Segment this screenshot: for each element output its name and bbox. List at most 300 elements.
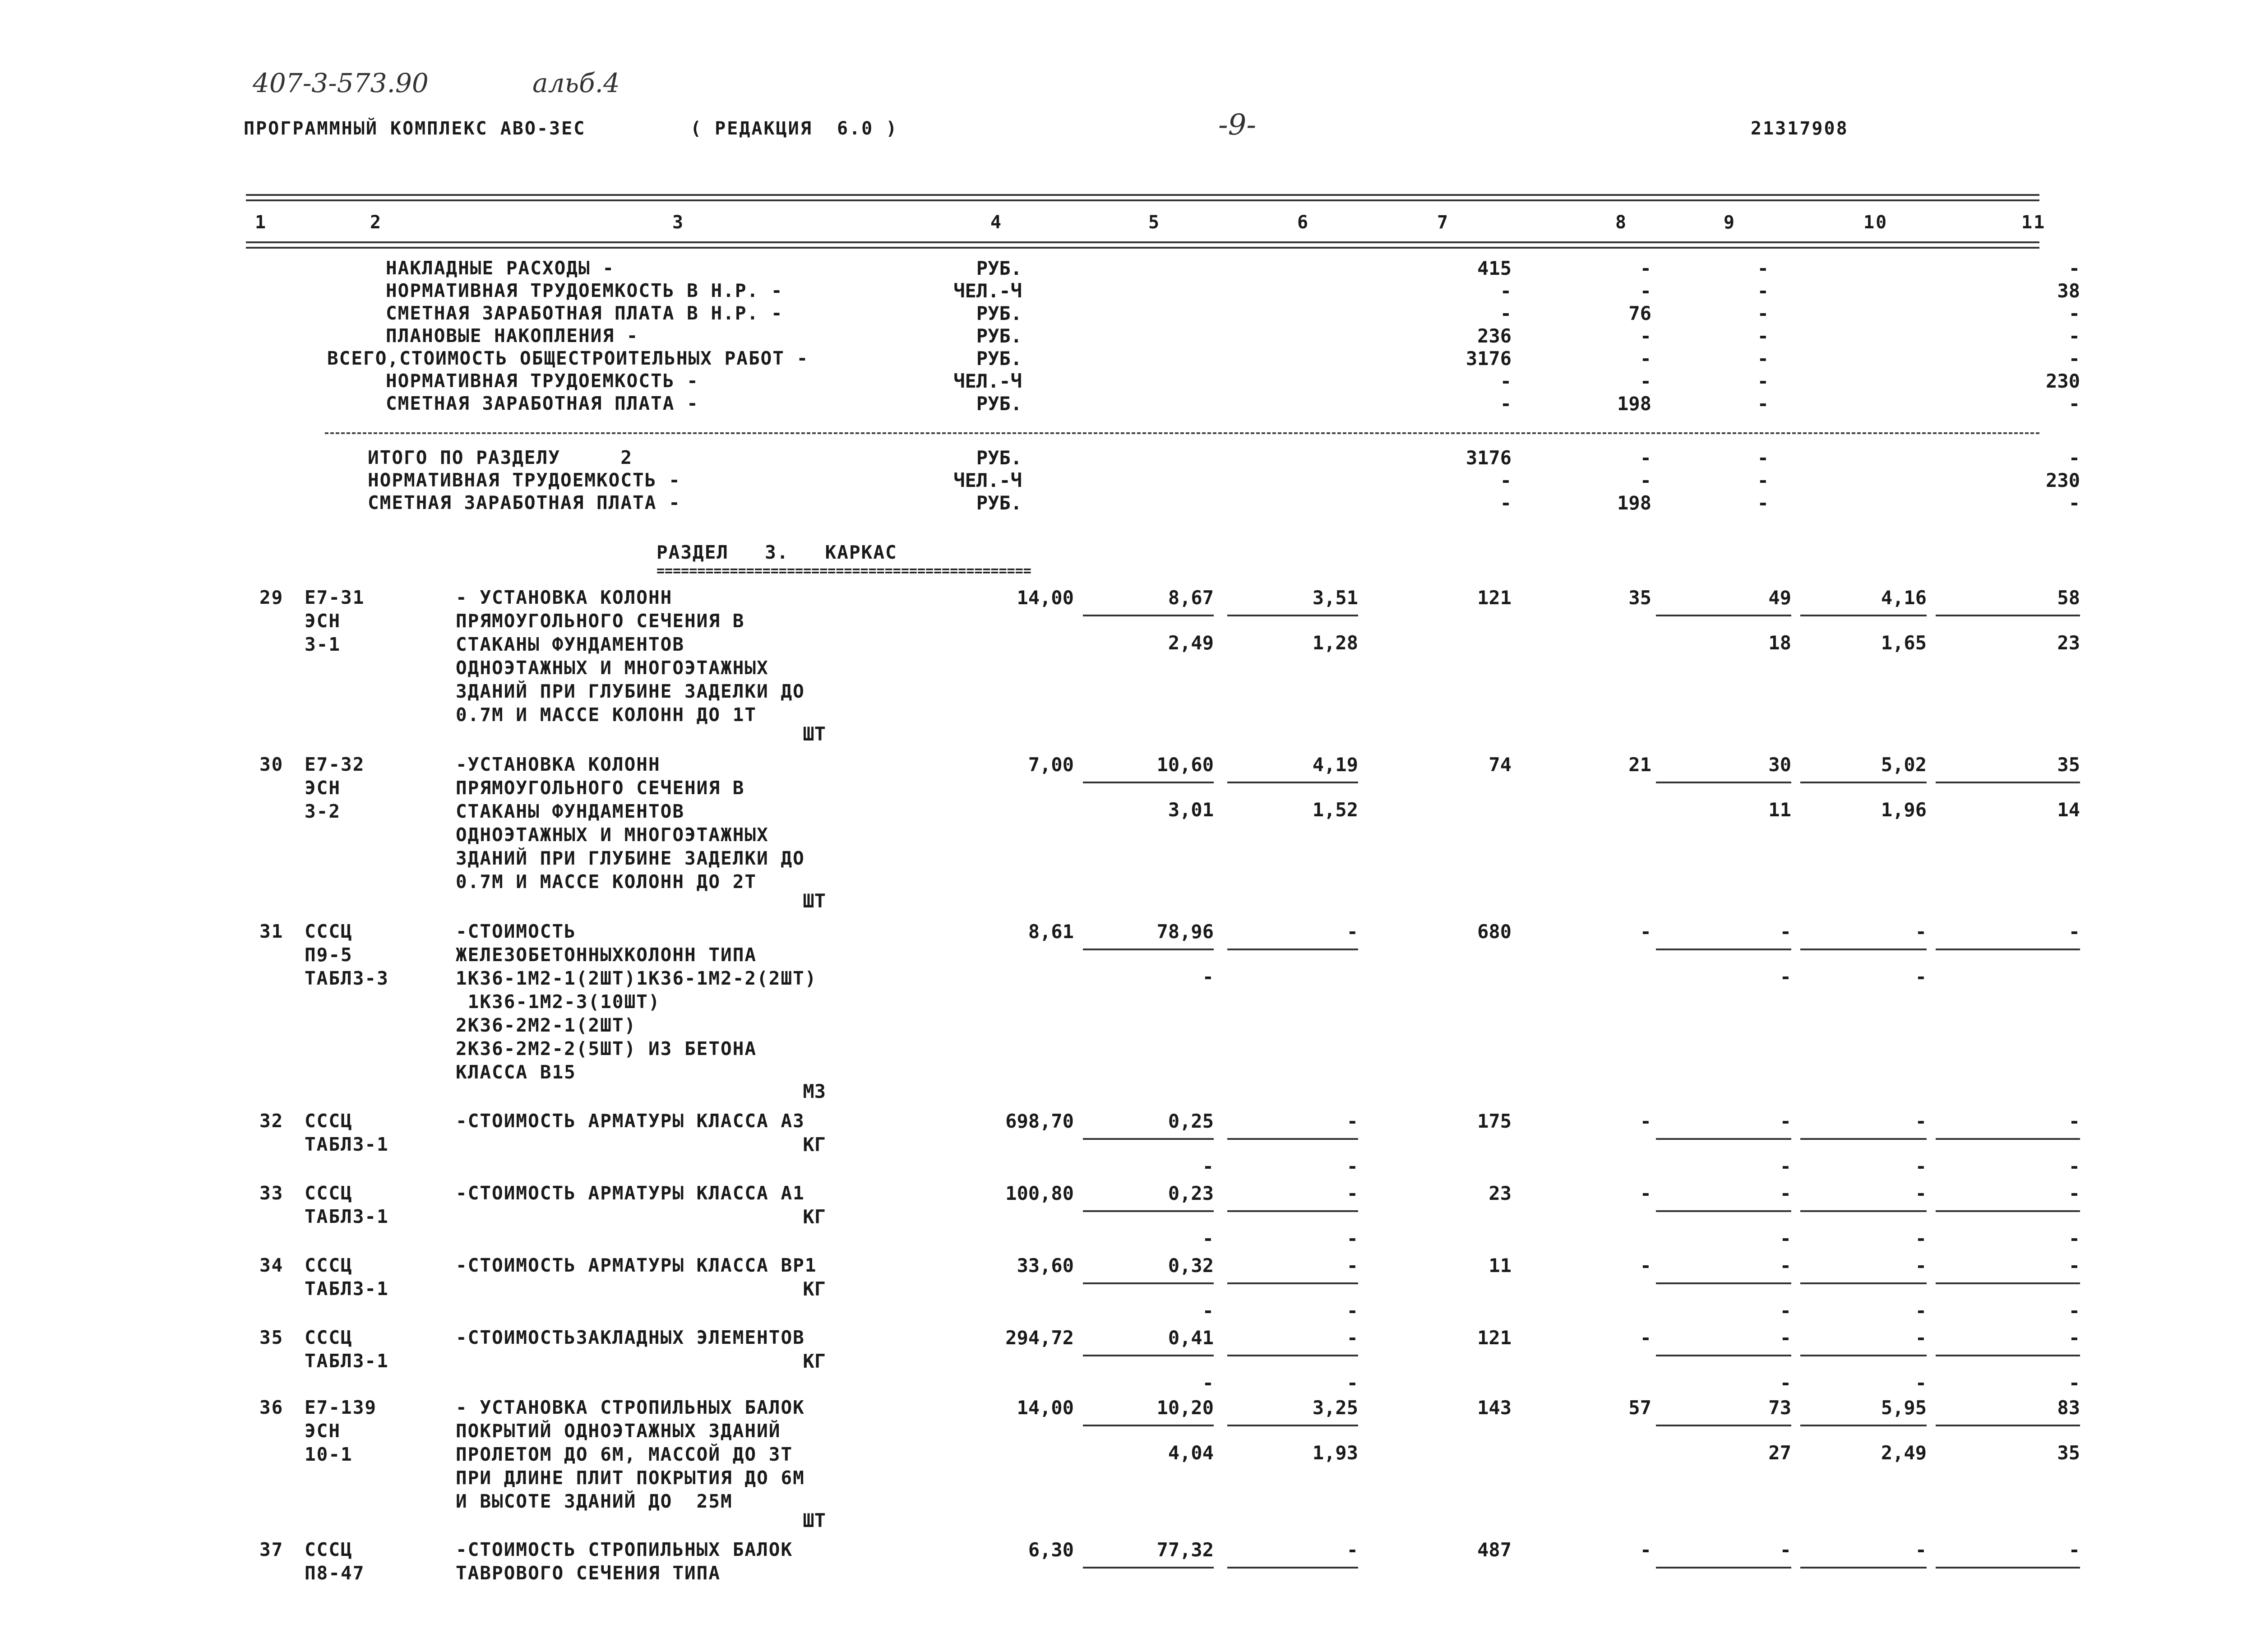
item-c10-lower: -: [1915, 966, 1927, 988]
cell-divider: [1083, 782, 1214, 783]
summary1-c7: 3176: [1465, 347, 1512, 370]
item-quantity: 14,00: [1017, 587, 1074, 609]
item-c9-lower: 27: [1768, 1442, 1791, 1464]
cell-divider: [1936, 1210, 2080, 1212]
cell-divider: [1800, 1282, 1927, 1284]
summary1-c9: -: [1757, 280, 1769, 302]
item-quantity: 698,70: [1005, 1110, 1074, 1132]
cell-divider: [1800, 1138, 1927, 1140]
item-c7: 680: [1477, 921, 1512, 943]
item-description-line: 0.7М И МАССЕ КОЛОНН ДО 2Т: [456, 871, 757, 893]
item-c10-lower: 1,65: [1881, 632, 1927, 654]
column-header-11: 11: [2021, 212, 2046, 233]
summary1-label: НОРМАТИВНАЯ ТРУДОЕМКОСТЬ -: [386, 370, 699, 392]
cell-divider: [1656, 1282, 1791, 1284]
header-bottom-rule: [246, 241, 2039, 249]
item-c11: 83: [2057, 1397, 2080, 1419]
cell-divider: [1083, 1355, 1214, 1356]
item-c9: 30: [1768, 754, 1791, 776]
item-c7: 74: [1489, 754, 1512, 776]
summary1-c8: -: [1640, 257, 1651, 279]
summary2-label: НОРМАТИВНАЯ ТРУДОЕМКОСТЬ -: [368, 469, 681, 491]
summary1-c11: -: [2068, 325, 2080, 347]
cell-divider: [1227, 1210, 1358, 1212]
item-unit: ШТ: [803, 723, 826, 745]
item-c9-lower: -: [1780, 1227, 1791, 1249]
item-description-line: -СТОИМОСТЬЗАКЛАДНЫХ ЭЛЕМЕНТОВ: [456, 1327, 805, 1348]
summary1-c9: -: [1757, 302, 1769, 324]
item-description-line: ЖЕЛЕЗОБЕТОННЫХКОЛОНН ТИПА: [456, 944, 757, 966]
item-description-line: ОДНОЭТАЖНЫХ И МНОГОЭТАЖНЫХ: [456, 657, 769, 679]
item-c5-lower: -: [1202, 966, 1214, 988]
item-quantity: 33,60: [1017, 1254, 1074, 1277]
handwritten-page-number: -9-: [1218, 108, 1256, 142]
item-code-line: СССЦ: [305, 1254, 353, 1276]
item-c9: -: [1780, 1539, 1791, 1561]
summary2-c7: 3176: [1465, 447, 1512, 469]
cell-divider: [1656, 1425, 1791, 1426]
summary1-c9: -: [1757, 347, 1769, 370]
column-header-1: 1: [255, 212, 268, 233]
summary1-c11: -: [2068, 302, 2080, 324]
handwritten-album: альб.4: [532, 68, 620, 98]
item-description-line: -СТОИМОСТЬ: [456, 921, 576, 942]
section-title: РАЗДЕЛ 3. КАРКАС: [656, 541, 897, 563]
item-c7: 23: [1489, 1182, 1512, 1204]
column-header-4: 4: [990, 212, 1003, 233]
item-description-line: ТАВРОВОГО СЕЧЕНИЯ ТИПА: [456, 1562, 721, 1584]
item-quantity: 7,00: [1028, 754, 1074, 776]
item-code-line: СССЦ: [305, 1539, 353, 1560]
item-description-line: -СТОИМОСТЬ АРМАТУРЫ КЛАССА ВР1: [456, 1254, 817, 1276]
item-c11-lower: -: [2068, 1227, 2080, 1249]
item-c6: -: [1346, 1327, 1358, 1349]
item-quantity: 14,00: [1017, 1397, 1074, 1419]
item-code-line: Е7-139: [305, 1397, 377, 1418]
item-c10: 5,02: [1881, 754, 1927, 776]
cell-divider: [1800, 615, 1927, 616]
item-c10: 4,16: [1881, 587, 1927, 609]
item-description-line: 2К36-2М2-2(5ШТ) ИЗ БЕТОНА: [456, 1038, 757, 1060]
item-number: 31: [259, 921, 284, 942]
summary1-unit: РУБ.: [976, 347, 1022, 370]
item-c6: -: [1346, 1110, 1358, 1132]
item-unit: М3: [803, 1080, 826, 1102]
item-c10-lower: 2,49: [1881, 1442, 1927, 1464]
summary2-label: ИТОГО ПО РАЗДЕЛУ 2: [368, 447, 633, 468]
item-code-line: П8-47: [305, 1562, 365, 1584]
item-c8: -: [1640, 1182, 1651, 1204]
item-c6: 4,19: [1312, 754, 1358, 776]
item-c6-lower: -: [1346, 1300, 1358, 1322]
column-header-8: 8: [1615, 212, 1628, 233]
summary2-unit: РУБ.: [976, 492, 1022, 514]
cell-divider: [1656, 1567, 1791, 1569]
summary1-label: НОРМАТИВНАЯ ТРУДОЕМКОСТЬ В Н.Р. -: [386, 280, 783, 301]
cell-divider: [1227, 1425, 1358, 1426]
item-c8: -: [1640, 1254, 1651, 1277]
handwritten-code: 407-3-573.90: [253, 68, 429, 98]
item-code-line: ТАБЛ3-1: [305, 1206, 389, 1227]
item-number: 30: [259, 754, 284, 775]
item-c5-lower: -: [1202, 1227, 1214, 1249]
item-description-line: ПРЯМОУГОЛЬНОГО СЕЧЕНИЯ В: [456, 777, 745, 799]
cell-divider: [1083, 1567, 1214, 1569]
item-code-line: ТАБЛ3-1: [305, 1278, 389, 1300]
cell-divider: [1656, 615, 1791, 616]
item-code-line: П9-5: [305, 944, 353, 966]
item-c10: 5,95: [1881, 1397, 1927, 1419]
summary-separator-rule: [325, 432, 2039, 434]
summary1-label: ВСЕГО,СТОИМОСТЬ ОБЩЕСТРОИТЕЛЬНЫХ РАБОТ -: [327, 347, 809, 369]
item-c5-lower: 3,01: [1168, 799, 1214, 821]
cell-divider: [1227, 782, 1358, 783]
item-c11: -: [2068, 1327, 2080, 1349]
item-c10: -: [1915, 1539, 1927, 1561]
summary1-c9: -: [1757, 370, 1769, 392]
summary1-label: СМЕТНАЯ ЗАРАБОТНАЯ ПЛАТА -: [386, 393, 699, 414]
item-c11-lower: 35: [2057, 1442, 2080, 1464]
item-code-line: ЭСН: [305, 610, 341, 632]
cell-divider: [1083, 1138, 1214, 1140]
item-description-line: ЗДАНИЙ ПРИ ГЛУБИНЕ ЗАДЕЛКИ ДО: [456, 847, 805, 869]
summary1-unit: РУБ.: [976, 325, 1022, 347]
item-code-line: 10-1: [305, 1444, 353, 1465]
cell-divider: [1800, 949, 1927, 950]
item-code-line: СССЦ: [305, 1110, 353, 1132]
summary2-c9: -: [1757, 492, 1769, 514]
summary1-c8: 76: [1628, 302, 1651, 324]
item-c9: -: [1780, 1110, 1791, 1132]
item-c9-lower: -: [1780, 1155, 1791, 1177]
item-description-line: ПРЯМОУГОЛЬНОГО СЕЧЕНИЯ В: [456, 610, 745, 632]
cell-divider: [1227, 615, 1358, 616]
item-c8: -: [1640, 1327, 1651, 1349]
summary1-c8: -: [1640, 325, 1651, 347]
summary2-c11: -: [2068, 492, 2080, 514]
summary1-unit: РУБ.: [976, 393, 1022, 415]
item-description-line: -СТОИМОСТЬ АРМАТУРЫ КЛАССА А1: [456, 1182, 805, 1204]
item-c8: 35: [1628, 587, 1651, 609]
item-c11: -: [2068, 921, 2080, 943]
summary1-c7: -: [1500, 370, 1512, 392]
cell-divider: [1227, 1138, 1358, 1140]
summary1-unit: РУБ.: [976, 257, 1022, 279]
item-c10-lower: -: [1915, 1227, 1927, 1249]
summary1-c8: 198: [1617, 393, 1651, 415]
item-unit: ШТ: [803, 890, 826, 912]
cell-divider: [1083, 949, 1214, 950]
item-description-line: 1К36-1М2-3(10ШТ): [456, 991, 661, 1013]
item-description-line: -СТОИМОСТЬ СТРОПИЛЬНЫХ БАЛОК: [456, 1539, 793, 1560]
item-c6-lower: 1,28: [1312, 632, 1358, 654]
program-title: ПРОГРАММНЫЙ КОМПЛЕКС АВО-ЗЕС: [244, 118, 586, 139]
item-quantity: 6,30: [1028, 1539, 1074, 1561]
item-c6-lower: 1,52: [1312, 799, 1358, 821]
cell-divider: [1800, 1425, 1927, 1426]
item-c5-lower: -: [1202, 1372, 1214, 1394]
cell-divider: [1083, 1425, 1214, 1426]
summary2-c8: -: [1640, 447, 1651, 469]
summary1-c11: -: [2068, 393, 2080, 415]
item-c9: -: [1780, 921, 1791, 943]
cell-divider: [1936, 1567, 2080, 1569]
item-c7: 143: [1477, 1397, 1512, 1419]
cell-divider: [1227, 1282, 1358, 1284]
cell-divider: [1656, 782, 1791, 783]
item-description-line: - УСТАНОВКА КОЛОНН: [456, 587, 673, 608]
cell-divider: [1656, 1355, 1791, 1356]
item-c10-lower: -: [1915, 1372, 1927, 1394]
summary2-c7: -: [1500, 492, 1512, 514]
item-quantity: 8,61: [1028, 921, 1074, 943]
item-c6: -: [1346, 921, 1358, 943]
document-number: 21317908: [1751, 118, 1849, 139]
item-c8: 21: [1628, 754, 1651, 776]
item-c6-lower: -: [1346, 1155, 1358, 1177]
item-c6: -: [1346, 1539, 1358, 1561]
item-c6: -: [1346, 1254, 1358, 1277]
item-c5-lower: -: [1202, 1155, 1214, 1177]
item-c11: 35: [2057, 754, 2080, 776]
item-description-line: 2К36-2М2-1(2ШТ): [456, 1014, 637, 1036]
item-c11: -: [2068, 1110, 2080, 1132]
item-c9: -: [1780, 1254, 1791, 1277]
cell-divider: [1936, 1282, 2080, 1284]
item-description-line: - УСТАНОВКА СТРОПИЛЬНЫХ БАЛОК: [456, 1397, 805, 1418]
item-code-line: СССЦ: [305, 1327, 353, 1348]
cell-divider: [1083, 1210, 1214, 1212]
item-c9: -: [1780, 1182, 1791, 1204]
item-c9-lower: -: [1780, 1372, 1791, 1394]
item-c11-lower: 23: [2057, 632, 2080, 654]
cell-divider: [1800, 1567, 1927, 1569]
item-c9-lower: 18: [1768, 632, 1791, 654]
summary2-c8: -: [1640, 469, 1651, 491]
item-description-line: -УСТАНОВКА КОЛОНН: [456, 754, 661, 775]
summary2-unit: РУБ.: [976, 447, 1022, 469]
cell-divider: [1083, 615, 1214, 616]
cell-divider: [1800, 782, 1927, 783]
item-unit: КГ: [803, 1206, 826, 1228]
summary1-c11: 38: [2057, 280, 2080, 302]
summary1-c7: 415: [1477, 257, 1512, 279]
column-header-5: 5: [1148, 212, 1161, 233]
summary1-c11: -: [2068, 347, 2080, 370]
item-c10: -: [1915, 1110, 1927, 1132]
item-c11-lower: 14: [2057, 799, 2080, 821]
cell-divider: [1936, 1425, 2080, 1426]
section-underline: ==============================================: [656, 563, 1031, 579]
summary1-c11: -: [2068, 257, 2080, 279]
item-code-line: Е7-31: [305, 587, 365, 608]
item-c5-lower: -: [1202, 1300, 1214, 1322]
item-c5-lower: 2,49: [1168, 632, 1214, 654]
summary2-c9: -: [1757, 447, 1769, 469]
item-c11-lower: -: [2068, 1372, 2080, 1394]
summary1-c8: -: [1640, 347, 1651, 370]
column-header-3: 3: [672, 212, 685, 233]
item-description-line: КЛАССА В15: [456, 1061, 576, 1083]
item-c10: -: [1915, 1327, 1927, 1349]
item-c8: -: [1640, 921, 1651, 943]
item-c9: 73: [1768, 1397, 1791, 1419]
item-c10: -: [1915, 921, 1927, 943]
summary2-c7: -: [1500, 469, 1512, 491]
item-description-line: И ВЫСОТЕ ЗДАНИЙ ДО 25М: [456, 1490, 733, 1512]
summary1-c7: -: [1500, 393, 1512, 415]
cell-divider: [1800, 1210, 1927, 1212]
item-c9-lower: 11: [1768, 799, 1791, 821]
item-quantity: 100,80: [1005, 1182, 1074, 1204]
item-c8: 57: [1628, 1397, 1651, 1419]
item-number: 35: [259, 1327, 284, 1348]
item-code-line: СССЦ: [305, 921, 353, 942]
item-description-line: 0.7М И МАССЕ КОЛОНН ДО 1Т: [456, 704, 757, 726]
summary1-c8: -: [1640, 280, 1651, 302]
summary1-label: СМЕТНАЯ ЗАРАБОТНАЯ ПЛАТА В Н.Р. -: [386, 302, 783, 324]
summary2-c11: 230: [2046, 469, 2080, 491]
item-c9: 49: [1768, 587, 1791, 609]
item-code-line: СССЦ: [305, 1182, 353, 1204]
item-c10-lower: -: [1915, 1155, 1927, 1177]
summary2-c11: -: [2068, 447, 2080, 469]
item-number: 37: [259, 1539, 284, 1560]
item-description-line: СТАКАНЫ ФУНДАМЕНТОВ: [456, 634, 684, 655]
item-c5: 10,20: [1156, 1397, 1214, 1419]
item-description-line: ПРОЛЕТОМ ДО 6М, МАССОЙ ДО 3Т: [456, 1444, 793, 1465]
item-c5-lower: 4,04: [1168, 1442, 1214, 1464]
item-c5: 0,32: [1168, 1254, 1214, 1277]
summary1-unit: РУБ.: [976, 302, 1022, 324]
cell-divider: [1656, 949, 1791, 950]
item-code-line: ЭСН: [305, 1420, 341, 1442]
item-description-line: ОДНОЭТАЖНЫХ И МНОГОЭТАЖНЫХ: [456, 824, 769, 846]
item-c7: 121: [1477, 1327, 1512, 1349]
summary1-c7: -: [1500, 302, 1512, 324]
cell-divider: [1227, 1567, 1358, 1569]
summary1-c9: -: [1757, 257, 1769, 279]
item-c11: -: [2068, 1539, 2080, 1561]
cell-divider: [1936, 782, 2080, 783]
item-c9-lower: -: [1780, 1300, 1791, 1322]
item-c10-lower: -: [1915, 1300, 1927, 1322]
item-quantity: 294,72: [1005, 1327, 1074, 1349]
item-c5: 8,67: [1168, 587, 1214, 609]
item-code-line: ЭСН: [305, 777, 341, 799]
item-c7: 121: [1477, 587, 1512, 609]
cell-divider: [1936, 615, 2080, 616]
item-c5: 78,96: [1156, 921, 1214, 943]
summary1-label: ПЛАНОВЫЕ НАКОПЛЕНИЯ -: [386, 325, 639, 347]
item-unit: ШТ: [803, 1509, 826, 1532]
column-header-9: 9: [1724, 212, 1736, 233]
summary1-unit: ЧЕЛ.-Ч: [953, 280, 1022, 302]
item-c7: 11: [1489, 1254, 1512, 1277]
item-c9: -: [1780, 1327, 1791, 1349]
item-number: 34: [259, 1254, 284, 1276]
cell-divider: [1936, 949, 2080, 950]
item-c10-lower: 1,96: [1881, 799, 1927, 821]
summary1-c9: -: [1757, 325, 1769, 347]
column-header-6: 6: [1297, 212, 1310, 233]
summary1-c7: 236: [1477, 325, 1512, 347]
column-header-7: 7: [1437, 212, 1450, 233]
item-c11: 58: [2057, 587, 2080, 609]
item-c8: -: [1640, 1539, 1651, 1561]
item-c5: 10,60: [1156, 754, 1214, 776]
item-c5: 77,32: [1156, 1539, 1214, 1561]
item-c11-lower: -: [2068, 1300, 2080, 1322]
item-description-line: ПРИ ДЛИНЕ ПЛИТ ПОКРЫТИЯ ДО 6М: [456, 1467, 805, 1489]
cell-divider: [1936, 1355, 2080, 1356]
item-c8: -: [1640, 1110, 1651, 1132]
item-code-line: ТАБЛ3-3: [305, 967, 389, 989]
item-c10: -: [1915, 1254, 1927, 1277]
item-unit: КГ: [803, 1278, 826, 1300]
summary2-label: СМЕТНАЯ ЗАРАБОТНАЯ ПЛАТА -: [368, 492, 681, 514]
table-top-rule: [246, 194, 2039, 201]
summary2-unit: ЧЕЛ.-Ч: [953, 469, 1022, 491]
cell-divider: [1083, 1282, 1214, 1284]
item-number: 33: [259, 1182, 284, 1204]
column-header-10: 10: [1863, 212, 1888, 233]
item-c6-lower: -: [1346, 1372, 1358, 1394]
summary1-c11: 230: [2046, 370, 2080, 392]
item-c6: 3,51: [1312, 587, 1358, 609]
item-number: 36: [259, 1397, 284, 1418]
item-c5: 0,25: [1168, 1110, 1214, 1132]
summary2-c8: 198: [1617, 492, 1651, 514]
item-c10: -: [1915, 1182, 1927, 1204]
item-description-line: ПОКРЫТИЙ ОДНОЭТАЖНЫХ ЗДАНИЙ: [456, 1420, 781, 1442]
item-description-line: ЗДАНИЙ ПРИ ГЛУБИНЕ ЗАДЕЛКИ ДО: [456, 680, 805, 702]
cell-divider: [1227, 949, 1358, 950]
item-code-line: Е7-32: [305, 754, 365, 775]
item-c6-lower: -: [1346, 1227, 1358, 1249]
item-code-line: 3-2: [305, 801, 341, 822]
item-number: 32: [259, 1110, 284, 1132]
cell-divider: [1936, 1138, 2080, 1140]
item-c5: 0,41: [1168, 1327, 1214, 1349]
cell-divider: [1656, 1138, 1791, 1140]
item-description-line: 1К36-1М2-1(2ШТ)1К36-1М2-2(2ШТ): [456, 967, 817, 989]
item-unit: КГ: [803, 1134, 826, 1156]
item-c5: 0,23: [1168, 1182, 1214, 1204]
summary1-c7: -: [1500, 280, 1512, 302]
cell-divider: [1656, 1210, 1791, 1212]
summary2-c9: -: [1757, 469, 1769, 491]
item-c6: 3,25: [1312, 1397, 1358, 1419]
cell-divider: [1800, 1355, 1927, 1356]
item-c11-lower: -: [2068, 1155, 2080, 1177]
column-header-2: 2: [370, 212, 383, 233]
item-c7: 487: [1477, 1539, 1512, 1561]
summary1-label: НАКЛАДНЫЕ РАСХОДЫ -: [386, 257, 615, 279]
item-c9-lower: -: [1780, 966, 1791, 988]
item-description-line: СТАКАНЫ ФУНДАМЕНТОВ: [456, 801, 684, 822]
item-number: 29: [259, 587, 284, 608]
item-code-line: ТАБЛ3-1: [305, 1350, 389, 1372]
edition-label: ( РЕДАКЦИЯ 6.0 ): [690, 118, 898, 139]
item-c11: -: [2068, 1254, 2080, 1277]
item-c6: -: [1346, 1182, 1358, 1204]
summary1-c8: -: [1640, 370, 1651, 392]
item-c11: -: [2068, 1182, 2080, 1204]
item-code-line: ТАБЛ3-1: [305, 1134, 389, 1155]
summary1-unit: ЧЕЛ.-Ч: [953, 370, 1022, 392]
item-code-line: 3-1: [305, 634, 341, 655]
